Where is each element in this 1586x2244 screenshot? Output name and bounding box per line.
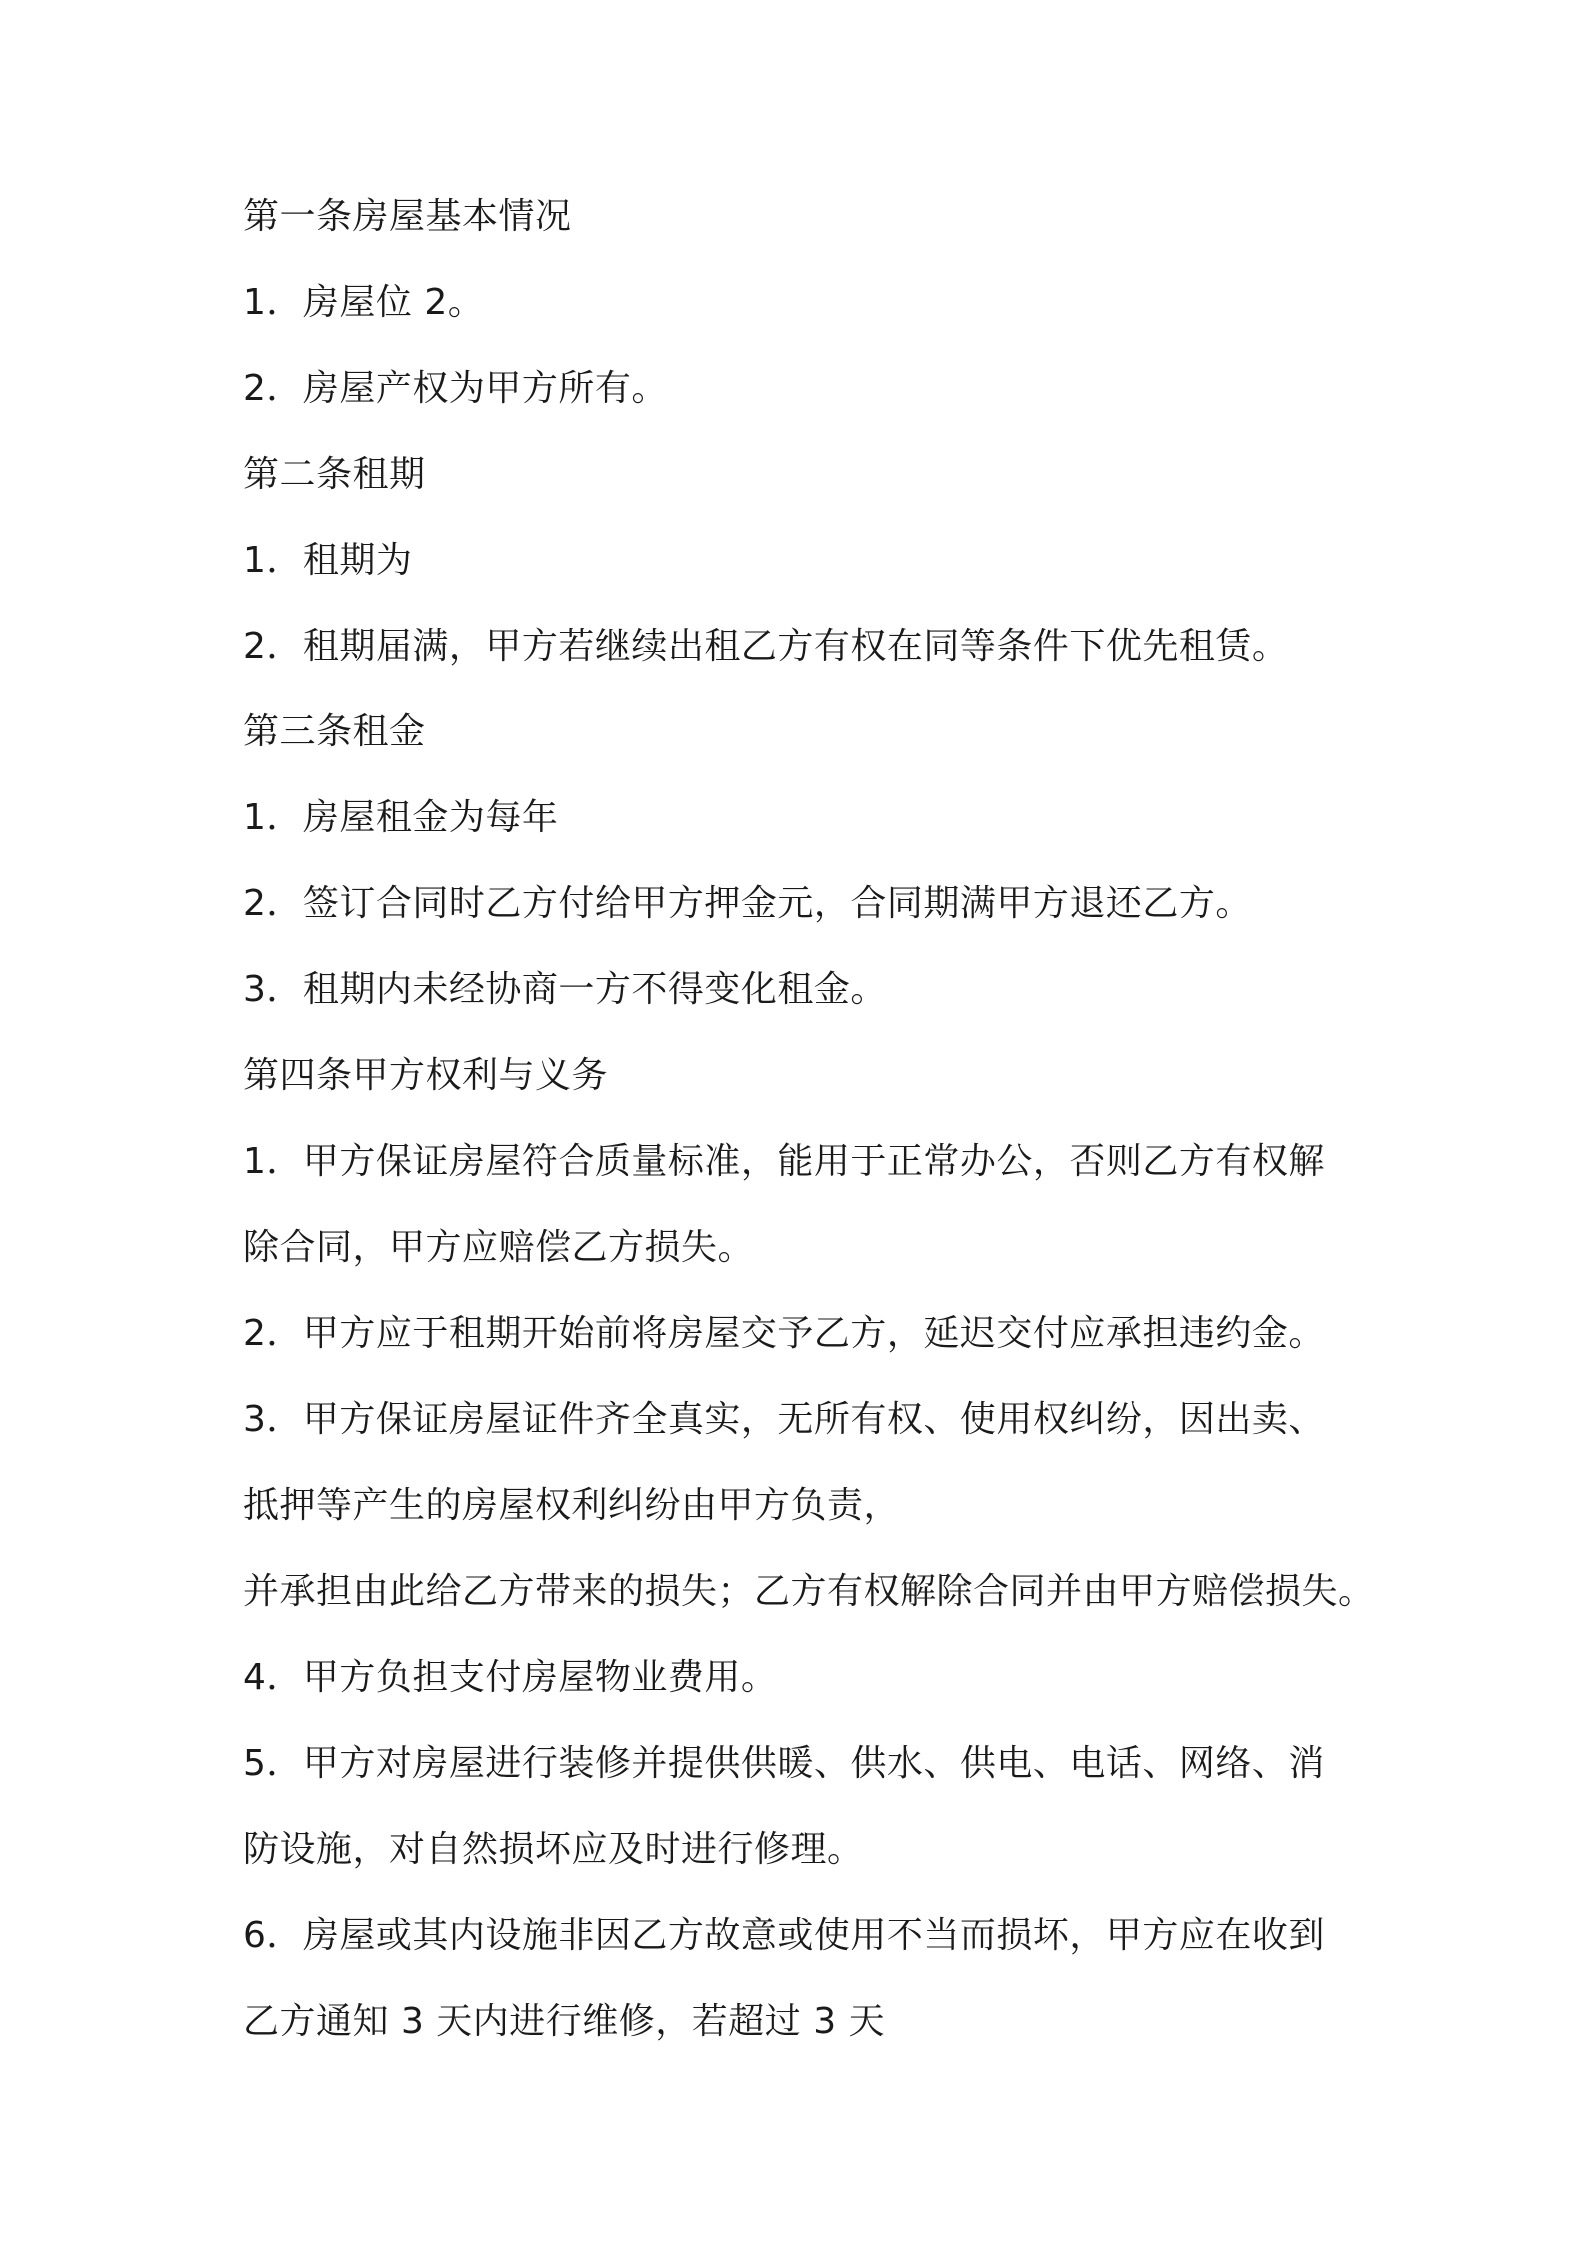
paragraph: 1．租期为 [243, 540, 413, 581]
paragraph: 2．甲方应于租期开始前将房屋交予乙方，延迟交付应承担违约金。 [243, 1313, 1325, 1354]
article-4-heading: 第四条甲方权利与义务 [243, 1055, 609, 1096]
paragraph: 6．房屋或其内设施非因乙方故意或使用不当而损坏，甲方应在收到 [243, 1915, 1325, 1956]
paragraph: 1．房屋租金为每年 [243, 797, 559, 838]
paragraph: 2．房屋产权为甲方所有。 [243, 368, 668, 409]
article-2-heading: 第二条租期 [243, 454, 426, 495]
paragraph: 3．租期内未经协商一方不得变化租金。 [243, 969, 887, 1010]
article-3-heading: 第三条租金 [243, 711, 426, 752]
paragraph: 并承担由此给乙方带来的损失；乙方有权解除合同并由甲方赔偿损失。 [243, 1571, 1375, 1612]
paragraph: 防设施，对自然损坏应及时进行修理。 [243, 1829, 864, 1870]
paragraph: 1．房屋位 2。 [243, 282, 485, 323]
paragraph: 3．甲方保证房屋证件齐全真实，无所有权、使用权纠纷，因出卖、 [243, 1399, 1325, 1440]
paragraph: 4．甲方负担支付房屋物业费用。 [243, 1657, 778, 1698]
paragraph: 2．租期届满，甲方若继续出租乙方有权在同等条件下优先租赁。 [243, 626, 1289, 667]
paragraph: 5．甲方对房屋进行装修并提供供暖、供水、供电、电话、网络、消 [243, 1743, 1325, 1784]
paragraph: 1．甲方保证房屋符合质量标准，能用于正常办公，否则乙方有权解 [243, 1141, 1325, 1182]
paragraph: 2．签订合同时乙方付给甲方押金元，合同期满甲方退还乙方。 [243, 883, 1252, 924]
paragraph: 乙方通知 3 天内进行维修，若超过 3 天 [243, 2001, 886, 2042]
paragraph: 抵押等产生的房屋权利纠纷由甲方负责， [243, 1485, 901, 1526]
article-1-heading: 第一条房屋基本情况 [243, 196, 572, 237]
paragraph: 除合同，甲方应赔偿乙方损失。 [243, 1227, 755, 1268]
